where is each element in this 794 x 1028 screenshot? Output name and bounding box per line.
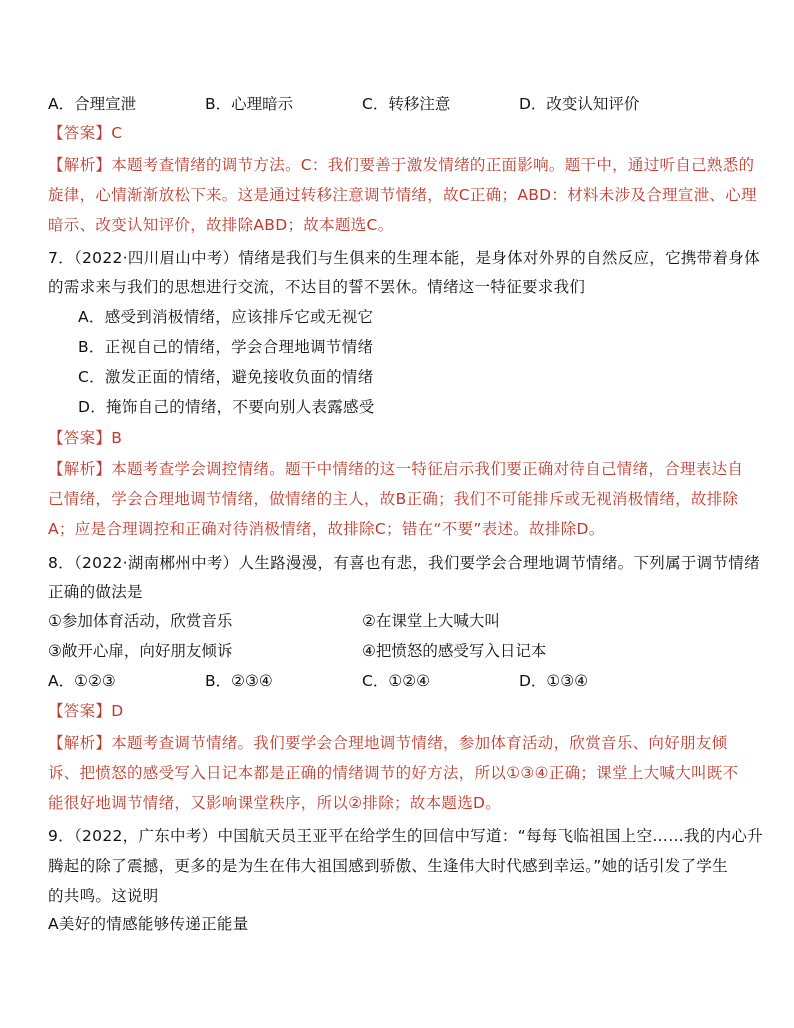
q8-analysis-line-3: 能很好地调节情绪，又影响课堂秩序，所以②排除；故本题选D。	[48, 794, 502, 812]
q8-item-3: ③敞开心扉，向好朋友倾诉	[48, 642, 233, 660]
q8-analysis-line-1: 【解析】本题考查调节情绪。我们要学会合理地调节情绪，参加体育活动，欣赏音乐、向好朋友倾	[48, 734, 728, 752]
q7-option-d: D．掩饰自己的情绪，不要向别人表露感受	[78, 398, 375, 416]
q6-analysis-line-1: 【解析】本题考查情绪的调节方法。C：我们要善于激发情绪的正面影响。题干中，通过听自己熟悉的	[48, 156, 755, 174]
q6-option-c: C．转移注意	[362, 95, 451, 113]
q6-analysis-line-2: 旋律，心情渐渐放松下来。这是通过转移注意调节情绪，故C正确；ABD：材料未涉及合理宣泄、心理	[48, 186, 757, 204]
q6-option-a: A．合理宣泄	[48, 95, 137, 113]
q8-item-2: ②在课堂上大喊大叫	[362, 612, 500, 630]
q8-option-d: D．①③④	[519, 672, 589, 690]
q6-answer: 【答案】C	[48, 124, 123, 142]
q7-analysis-line-1: 【解析】本题考查学会调控情绪。题干中情绪的这一特征启示我们要正确对待自己情绪，合理表达自	[48, 460, 744, 478]
q6-analysis-line-3: 暗示、改变认知评价，故排除ABD；故本题选C。	[48, 216, 394, 234]
q9-option-a: A美好的情感能够传递正能量	[48, 915, 249, 933]
q6-option-d: D．改变认知评价	[519, 95, 640, 113]
q7-analysis-line-3: A；应是合理调控和正确对待消极情绪，故排除C；错在“不要”表述。故排除D。	[48, 520, 605, 538]
q7-stem-line-2: 的需求来与我们的思想进行交流，不达目的誓不罢休。情绪这一特征要求我们	[48, 278, 586, 296]
q9-stem-line-1: 9．（2022，广东中考）中国航天员王亚平在给学生的回信中写道：“每每飞临祖国上空……我的内心升	[48, 827, 763, 845]
q7-analysis-line-2: 己情绪，学会合理地调节情绪，做情绪的主人，故B正确；我们不可能排斥或无视消极情绪，故排除	[48, 490, 739, 508]
q8-option-b: B．②③④	[205, 672, 273, 690]
q8-stem-line-2: 正确的做法是	[48, 583, 143, 601]
q6-option-b: B．心理暗示	[205, 95, 294, 113]
q8-answer: 【答案】D	[48, 702, 124, 720]
q8-option-a: A．①②③	[48, 672, 116, 690]
q8-stem-line-1: 8．（2022·湖南郴州中考）人生路漫漫，有喜也有悲，我们要学会合理地调节情绪。下列属于调节情绪	[48, 554, 760, 572]
q7-option-b: B．正视自己的情绪，学会合理地调节情绪	[78, 338, 374, 356]
q8-analysis-line-2: 诉、把愤怒的感受写入日记本都是正确的情绪调节的好方法，所以①③④正确；课堂上大喊大叫既不	[48, 764, 739, 782]
q9-stem-line-2: 腾起的除了震撼，更多的是为生在伟大祖国感到骄傲、生逢伟大时代感到幸运。”她的话引发了学生	[48, 857, 728, 875]
q7-stem-line-1: 7．（2022·四川眉山中考）情绪是我们与生俱来的生理本能，是身体对外界的自然反应，它携带着身体	[48, 249, 760, 267]
q7-option-c: C．激发正面的情绪，避免接收负面的情绪	[78, 368, 374, 386]
q7-option-a: A．感受到消极情绪，应该排斥它或无视它	[78, 308, 374, 326]
q8-item-4: ④把愤怒的感受写入日记本	[362, 642, 547, 660]
q8-option-c: C．①②④	[362, 672, 431, 690]
q7-answer: 【答案】B	[48, 429, 123, 447]
q8-item-1: ①参加体育活动，欣赏音乐	[48, 612, 233, 630]
q9-stem-line-3: 的共鸣。这说明	[48, 887, 159, 905]
